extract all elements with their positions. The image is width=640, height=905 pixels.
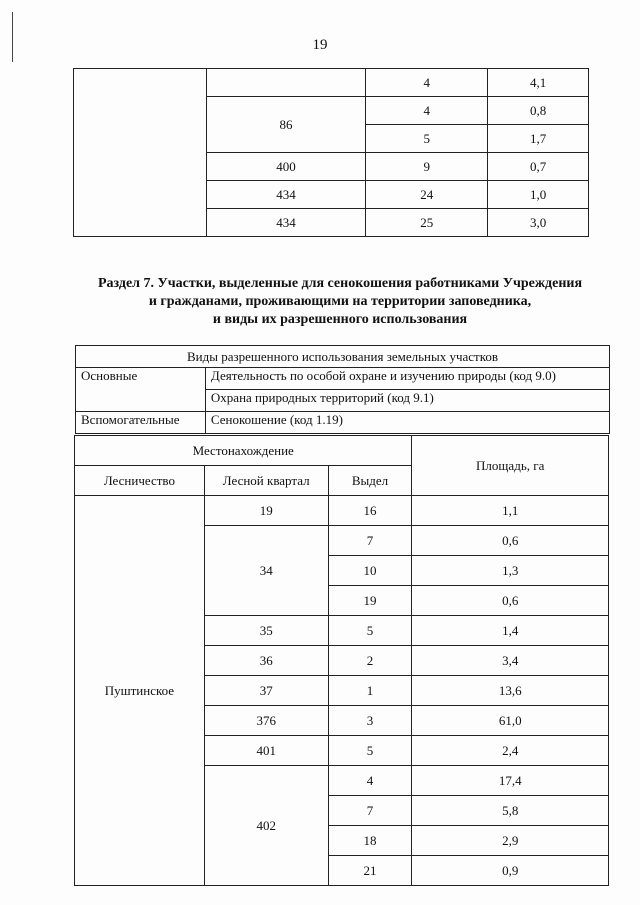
area-cell: 4,1 <box>488 69 589 97</box>
usage-item: Охрана природных территорий (код 9.1) <box>205 390 609 412</box>
kvartal-cell: 19 <box>204 496 328 526</box>
section-title-line: Раздел 7. Участки, выделенные для сенокошения работниками Учреждения <box>97 276 583 291</box>
table-row <box>76 346 610 368</box>
area-cell: 1,7 <box>488 125 589 153</box>
kvartal-cell: 36 <box>204 646 328 676</box>
area-cell: 3,4 <box>412 646 609 676</box>
area-cell: 1,4 <box>412 616 609 646</box>
usage-main-label: Основные <box>76 368 206 412</box>
section-title-line: и гражданами, проживающими на территории заповедника, <box>148 294 532 309</box>
usage-item: Деятельность по особой охране и изучению природы (код 9.0) <box>205 368 609 390</box>
kvartal-cell: 37 <box>204 676 328 706</box>
table-row <box>74 69 589 97</box>
area-cell: 0,9 <box>412 856 609 886</box>
vydel-cell: 2 <box>328 646 412 676</box>
kvartal-cell: 434 <box>206 209 366 237</box>
vydel-cell: 4 <box>366 69 488 97</box>
forestry-cell: Пуштинское <box>75 496 205 886</box>
area-cell: 1,3 <box>412 556 609 586</box>
area-cell: 2,4 <box>412 736 609 766</box>
area-cell: 61,0 <box>412 706 609 736</box>
area-cell: 0,6 <box>412 586 609 616</box>
kvartal-cell: 34 <box>204 526 328 616</box>
forestry-header: Лесничество <box>75 466 205 496</box>
usage-aux-label: Вспомогательные <box>76 412 206 434</box>
vydel-cell: 18 <box>328 826 412 856</box>
kvartal-cell: 400 <box>206 153 366 181</box>
area-cell: 5,8 <box>412 796 609 826</box>
forestry-cell <box>74 69 207 237</box>
table-row <box>76 368 610 390</box>
vydel-cell: 3 <box>328 706 412 736</box>
vydel-cell: 25 <box>366 209 488 237</box>
vydel-cell: 5 <box>366 125 488 153</box>
area-cell: 0,7 <box>488 153 589 181</box>
kvartal-cell: 376 <box>204 706 328 736</box>
vydel-cell: 4 <box>366 97 488 125</box>
kvartal-cell: 86 <box>206 97 366 153</box>
plots-table <box>74 435 609 886</box>
area-cell: 13,6 <box>412 676 609 706</box>
area-cell: 1,1 <box>412 496 609 526</box>
area-cell: 0,8 <box>488 97 589 125</box>
usage-header: Виды разрешенного использования земельных участков <box>76 346 610 368</box>
vydel-cell: 19 <box>328 586 412 616</box>
usage-item: Сенокошение (код 1.19) <box>205 412 609 434</box>
vydel-cell: 24 <box>366 181 488 209</box>
vydel-cell: 5 <box>328 616 412 646</box>
vydel-cell: 16 <box>328 496 412 526</box>
area-header: Площадь, га <box>412 436 609 496</box>
location-header: Местонахождение <box>75 436 412 466</box>
area-cell: 0,6 <box>412 526 609 556</box>
vydel-cell: 1 <box>328 676 412 706</box>
area-cell: 1,0 <box>488 181 589 209</box>
vydel-cell: 7 <box>328 526 412 556</box>
kvartal-cell <box>206 69 366 97</box>
vydel-cell: 5 <box>328 736 412 766</box>
usage-table <box>75 345 610 434</box>
area-cell: 17,4 <box>412 766 609 796</box>
vydel-cell: 9 <box>366 153 488 181</box>
vydel-cell: 21 <box>328 856 412 886</box>
kvartal-cell: 35 <box>204 616 328 646</box>
vydel-cell: 4 <box>328 766 412 796</box>
kvartal-header: Лесной квартал <box>204 466 328 496</box>
kvartal-cell: 434 <box>206 181 366 209</box>
vydel-cell: 7 <box>328 796 412 826</box>
table-row <box>75 436 609 466</box>
table-row <box>76 412 610 434</box>
kvartal-cell: 401 <box>204 736 328 766</box>
kvartal-cell: 402 <box>204 766 328 886</box>
section-title-line: и виды их разрешенного использования <box>212 312 468 327</box>
section-title <box>60 275 620 329</box>
page-number: 19 <box>312 37 328 53</box>
table-row <box>75 496 609 526</box>
vydel-header: Выдел <box>328 466 412 496</box>
continuation-table <box>73 68 589 237</box>
area-cell: 3,0 <box>488 209 589 237</box>
area-cell: 2,9 <box>412 826 609 856</box>
vydel-cell: 10 <box>328 556 412 586</box>
